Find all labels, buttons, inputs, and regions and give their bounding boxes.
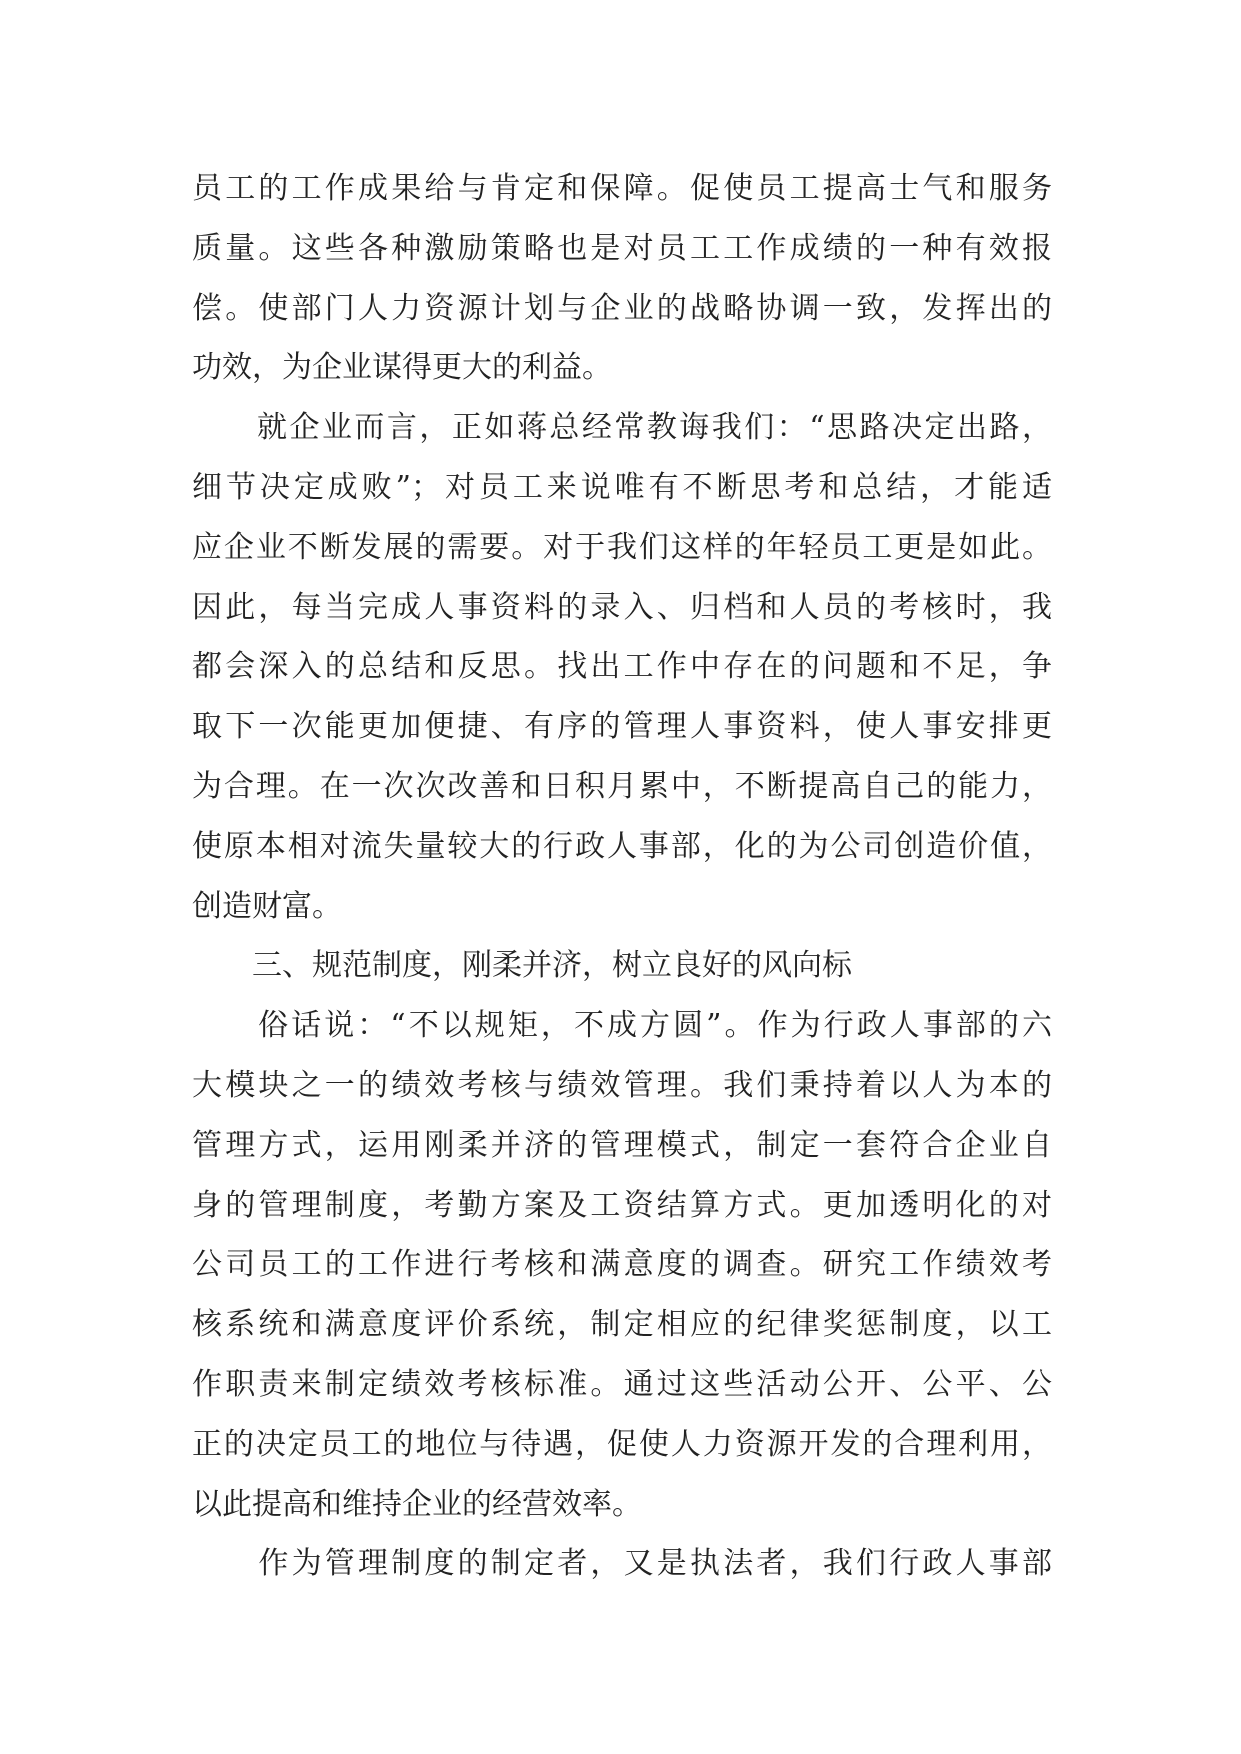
text-line: 俗话说：“不以规矩，不成方圆”。作为行政人事部的六: [192, 1008, 1052, 1044]
text-line: 身的管理制度，考勤方案及工资结算方式。更加透明化的对: [192, 1187, 1052, 1223]
text-line: 都会深入的总结和反思。找出工作中存在的问题和不足，争: [192, 649, 1052, 685]
text-line: 作为管理制度的制定者，又是执法者，我们行政人事部: [192, 1546, 1052, 1582]
text-line: 为合理。在一次次改善和日积月累中，不断提高自己的能力，: [192, 768, 1052, 804]
text-line: 员工的工作成果给与肯定和保障。促使员工提高士气和服务: [192, 171, 1052, 206]
text-line: 取下一次能更加便捷、有序的管理人事资料，使人事安排更: [192, 709, 1052, 745]
text-line: 创造财富。: [192, 888, 342, 924]
text-line: 大模块之一的绩效考核与绩效管理。我们秉持着以人为本的: [192, 1067, 1052, 1103]
text-line: 作职责来制定绩效考核标准。通过这些活动公开、公平、公: [192, 1366, 1052, 1402]
text-line: 偿。使部门人力资源计划与企业的战略协调一致，发挥出的: [192, 290, 1052, 326]
section-heading: 三、规范制度，刚柔并济，树立良好的风向标: [192, 948, 852, 984]
text-line: 应企业不断发展的需要。对于我们这样的年轻员工更是如此。: [192, 529, 1052, 565]
text-line: 功效，为企业谋得更大的利益。: [192, 350, 612, 386]
text-line: 核系统和满意度评价系统，制定相应的纪律奖惩制度，以工: [192, 1307, 1052, 1343]
text-line: 正的决定员工的地位与待遇，促使人力资源开发的合理利用，: [192, 1426, 1052, 1462]
text-line: 细节决定成败”；对员工来说唯有不断思考和总结，才能适: [192, 469, 1052, 505]
text-line: 因此，每当完成人事资料的录入、归档和人员的考核时，我: [192, 589, 1052, 625]
body-text: [192, 159, 1052, 1594]
text-line: 公司员工的工作进行考核和满意度的调查。研究工作绩效考: [192, 1247, 1052, 1283]
text-line: 质量。这些各种激励策略也是对员工工作成绩的一种有效报: [192, 230, 1052, 266]
text-line: 使原本相对流失量较大的行政人事部，化的为公司创造价值，: [192, 828, 1052, 864]
text-line: 就企业而言，正如蒋总经常教诲我们：“思路决定出路，: [192, 410, 1052, 446]
text-line: 以此提高和维持企业的经营效率。: [192, 1486, 642, 1522]
text-line: 管理方式，运用刚柔并济的管理模式，制定一套符合企业自: [192, 1127, 1052, 1163]
